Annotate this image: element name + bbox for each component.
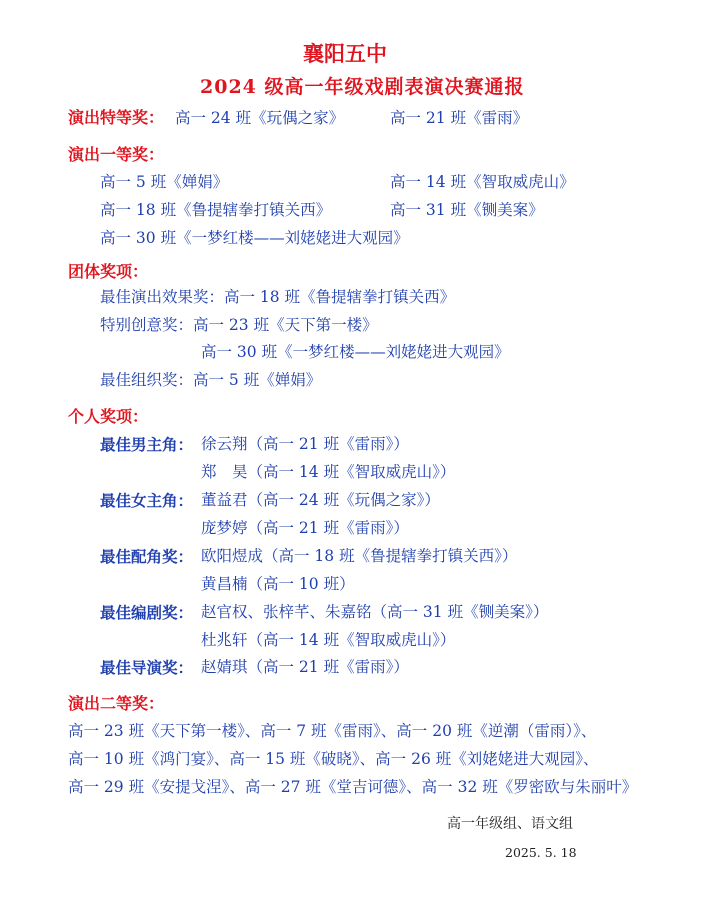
award-winner: 赵婧琪（高一 21 班《雷雨》） <box>201 658 409 676</box>
special-award-label: 演出特等奖： <box>68 108 165 127</box>
second-award-line: 高一 23 班《天下第一楼》、高一 7 班《雷雨》、高一 20 班《逆潮（雷雨）》、 <box>68 722 597 740</box>
group-award-row: 最佳演出效果奖：高一 18 班《鲁提辖拳打镇关西》 <box>100 288 456 306</box>
award-winner: 郑 昊（高一 14 班《智取威虎山》） <box>201 463 456 481</box>
group-award-row: 特别创意奖：高一 23 班《天下第一楼》 <box>100 316 378 334</box>
second-award-line: 高一 29 班《安提戈涅》、高一 27 班《堂吉诃德》、高一 32 班《罗密欧与朱丽叶》 <box>68 778 638 796</box>
individual-awards-label: 个人奖项： <box>68 407 149 426</box>
second-award-label: 演出二等奖： <box>68 694 165 713</box>
first-award-item: 高一 30 班《一梦红楼——刘姥姥进大观园》 <box>100 229 409 247</box>
issue-date: 2025. 5. 18 <box>505 845 577 860</box>
first-award-item: 高一 31 班《铡美案》 <box>390 201 544 219</box>
page-title: 2024 级高一年级戏剧表演决赛通报 <box>200 76 525 98</box>
first-award-item: 高一 14 班《智取威虎山》 <box>390 173 575 191</box>
award-winner: 徐云翔（高一 21 班《雷雨》） <box>201 435 409 453</box>
award-category: 最佳男主角： <box>100 435 194 454</box>
award-winner: 黄昌楠（高一 10 班） <box>201 575 355 593</box>
award-winner: 赵官权、张梓芊、朱嘉铭（高一 31 班《铡美案》） <box>201 603 549 621</box>
special-award-item: 高一 21 班《雷雨》 <box>390 109 529 127</box>
award-category: 最佳导演奖： <box>100 658 194 677</box>
award-winner: 董益君（高一 24 班《玩偶之家》） <box>201 491 440 509</box>
award-winner: 杜兆轩（高一 14 班《智取威虎山》） <box>201 631 456 649</box>
second-award-line: 高一 10 班《鸿门宴》、高一 15 班《破晓》、高一 26 班《刘姥姥进大观园》、 <box>68 750 599 768</box>
group-award-row: 高一 30 班《一梦红楼——刘姥姥进大观园》 <box>201 343 510 361</box>
award-winner: 庞梦婷（高一 21 班《雷雨》） <box>201 519 409 537</box>
first-award-item: 高一 5 班《婵娟》 <box>100 173 229 191</box>
award-category: 最佳配角奖： <box>100 547 194 566</box>
award-winner: 欧阳煜成（高一 18 班《鲁提辖拳打镇关西》） <box>201 547 518 565</box>
signature: 高一年级组、语文组 <box>447 816 573 832</box>
special-award-item: 高一 24 班《玩偶之家》 <box>175 109 345 127</box>
award-category: 最佳编剧奖： <box>100 603 194 622</box>
group-awards-label: 团体奖项： <box>68 262 149 281</box>
first-award-label: 演出一等奖： <box>68 145 165 164</box>
award-category: 最佳女主角： <box>100 491 194 510</box>
first-award-item: 高一 18 班《鲁提辖拳打镇关西》 <box>100 201 332 219</box>
school-name: 襄阳五中 <box>303 41 387 66</box>
group-award-row: 最佳组织奖：高一 5 班《婵娟》 <box>100 371 322 389</box>
